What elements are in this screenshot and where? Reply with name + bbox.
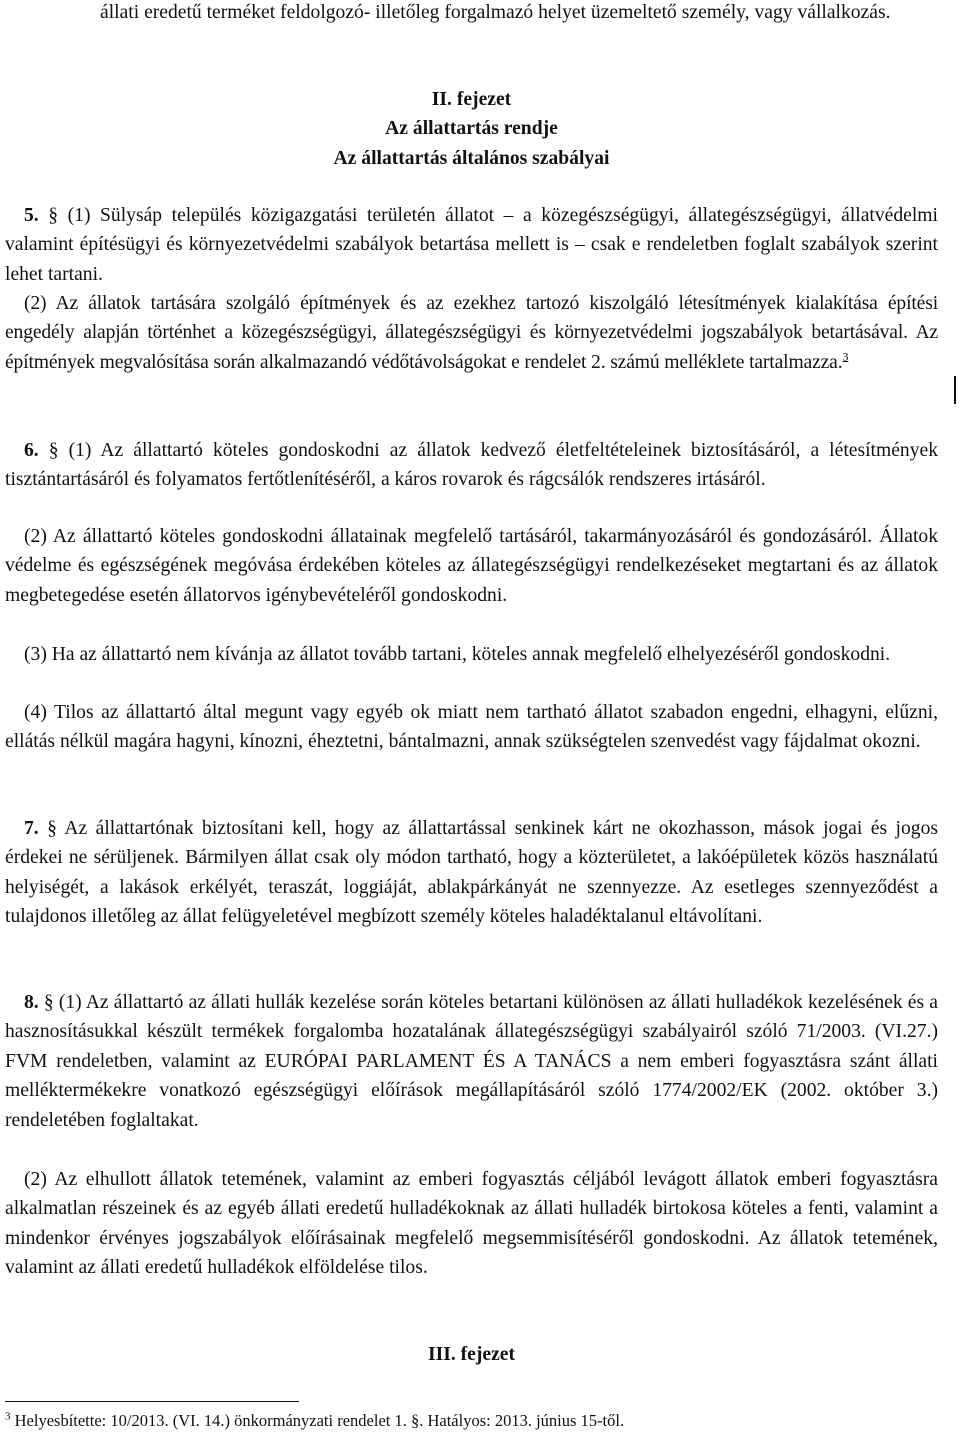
section-6-number: 6. bbox=[24, 440, 39, 461]
section-5-number: 5. bbox=[24, 205, 39, 226]
section-6-paragraph-3 bbox=[5, 640, 938, 669]
section-5-paragraph-1 bbox=[5, 201, 938, 289]
intro-text: állati eredetű terméket feldolgozó- illetőleg forgalmazó helyet üzemeltető személy, vagy vállalkozás. bbox=[100, 2, 891, 23]
section-6-paragraph-2 bbox=[5, 522, 938, 610]
section-7-number: 7. bbox=[24, 818, 39, 839]
section-8-p1-text: (1) Az állattartó az állati hullák kezelése során köteles betartani különösen az állati hulladékok kezelésének és a hasznosításukkal készült termékek forgalomba hozatalának állategészségügyi szabályairól szóló 71/2003. (VI.27.) FVM rendeletben, valamint az EURÓPAI PARLAMENT ÉS A TANÁCS a nem emberi fogyasztásra szánt állati melléktermékekre vonatkozó egészségügyi előírások megállapításáról szóló 1774/2002/EK (2002. október 3.) rendeletében foglaltakat. bbox=[5, 992, 938, 1131]
section-8-p2-text: (2) Az elhullott állatok tetemének, valamint az emberi fogyasztás céljából levágott állatok emberi fogyasztásra alkalmatlan részeinek és az egyéb állati eredetű hulladékoknak az állati hulladék birtokosa köteles a fenti, valamint a mindenkor érvényes jogszabályok előírásainak megfelelő megsemmisítéséről gondoskodni. Az állatok tetemének, valamint az állati eredetű hulladékok elföldelése tilos. bbox=[5, 1169, 938, 1279]
section-7-paragraph-1 bbox=[5, 814, 938, 932]
chapter-2-subtitle: Az állattartás általános szabályai bbox=[333, 148, 610, 169]
section-6-p1-text: (1) Az állattartó köteles gondoskodni az állatok kedvező életfeltételeinek biztosításáról, a létesítmények tisztántartásáról és folyamatos fertőtlenítéséről, a káros rovarok és rágcsálók rendszeres irtásáról. bbox=[5, 440, 938, 491]
chapter-3-number: III. fejezet bbox=[427, 1344, 516, 1365]
section-6-paragraph-1 bbox=[5, 436, 938, 495]
section-5-p2-text: (2) Az állatok tartására szolgáló építmények és az ezekhez tartozó kiszolgáló létesítmények kialakítása építési engedély alapján történhet a közegészségügyi, állategészségügyi és környezetvédelmi jogszabályok betartásával. Az építmények megvalósítása során alkalmazandó védőtávolságokat e rendelet 2. számú melléklete tartalmazza. bbox=[5, 293, 938, 373]
section-8-number: 8. bbox=[24, 992, 39, 1013]
section-6-p2-text: (2) Az állattartó köteles gondoskodni állatainak megfelelő tartásáról, takarmányozásáról és gondozásáról. Állatok védelme és egészségének megóvása érdekében köteles az állategészségügyi rendelkezéseket megtartani és az állatok megbetegedése esetén állatorvos igénybevételéről gondoskodni. bbox=[5, 526, 938, 606]
section-symbol: § bbox=[48, 205, 59, 226]
section-symbol: § bbox=[48, 440, 59, 461]
section-6-p4-text: (4) Tilos az állattartó által megunt vagy egyéb ok miatt nem tartható állatot szabadon engedni, elhagyni, elűzni, ellátás nélkül magára hagyni, kínozni, éheztetni, bántalmazni, annak szükségtelen szenvedést vagy fájdalmat okozni. bbox=[5, 702, 938, 753]
footnote-divider bbox=[5, 1401, 299, 1402]
section-6-paragraph-4 bbox=[5, 698, 938, 757]
chapter-2-title: Az állattartás rendje bbox=[385, 118, 558, 139]
intro-paragraph bbox=[100, 0, 938, 27]
section-5-p1-text: (1) Sülysáp település közigazgatási területén állatot – a közegészségügyi, állategészségügyi, állatvédelmi valamint építésügyi és környezetvédelmi szabályok betartása mellett is – csak e rendeletben foglalt szabályok szerint lehet tartani. bbox=[5, 205, 938, 285]
footnote-text: Helyesbítette: 10/2013. (VI. 14.) önkormányzati rendelet 1. §. Hatályos: 2013. június 15-től. bbox=[14, 1411, 625, 1430]
section-7-p1-text: Az állattartónak biztosítani kell, hogy az állattartással senkinek kárt ne okozhasson, mások jogai és jogos érdekei ne sérüljenek. Bármilyen állat csak oly módon tartható, hogy a közterületet, a lakóépületek közös használatú helyiségét, a lakások erkélyét, teraszát, loggiáját, ablakpárkányát ne szennyezze. Az esetleges szennyeződést a tulajdonos illetőleg az állat felügyeletével megbízott személy köteles haladéktalanul eltávolítani. bbox=[5, 818, 938, 928]
revision-bar bbox=[954, 376, 956, 404]
section-6-p3-text: (3) Ha az állattartó nem kívánja az állatot tovább tartani, köteles annak megfelelő elhelyezéséről gondoskodni. bbox=[24, 644, 891, 665]
footnote-marker: 3 bbox=[5, 1410, 11, 1423]
footnote-reference[interactable]: 3 bbox=[842, 349, 849, 364]
section-symbol: § bbox=[47, 818, 57, 839]
section-5-paragraph-2 bbox=[5, 289, 938, 377]
footnote bbox=[5, 1410, 938, 1432]
section-8-paragraph-2 bbox=[5, 1165, 938, 1283]
section-symbol: § bbox=[43, 992, 54, 1013]
section-8-paragraph-1 bbox=[5, 988, 938, 1135]
chapter-2-number: II. fejezet bbox=[431, 89, 512, 110]
